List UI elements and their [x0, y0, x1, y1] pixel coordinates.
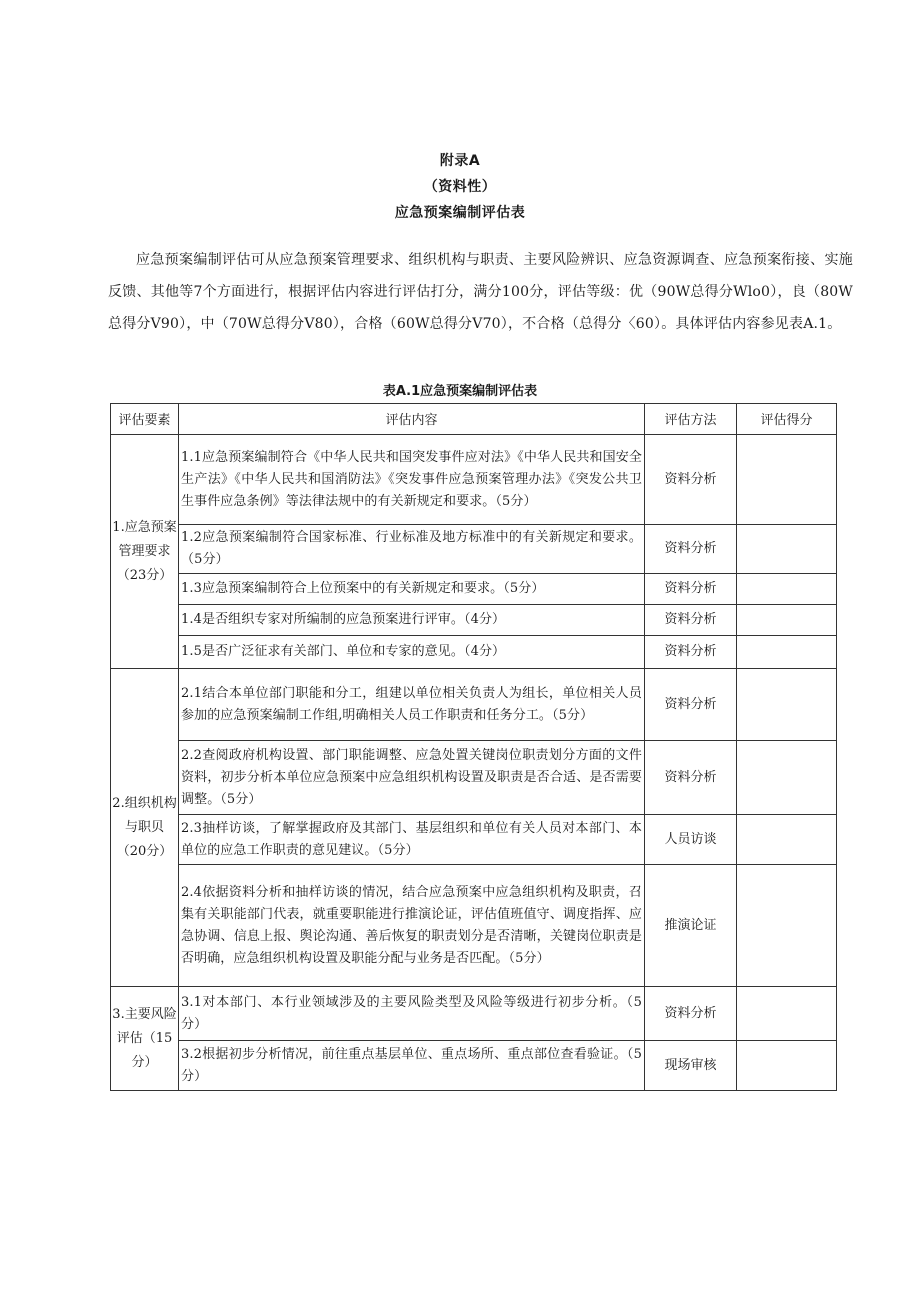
evaluation-table — [110, 403, 837, 1091]
content-cell: 1.1应急预案编制符合《中华人民共和国突发事件应对法》《中华人民共和国安全生产法》《中华人民共和国消防法》《突发事件应急预案管理办法》《突发公共卫生事件应急条例》等法律法规中的有关新规定和要求。（5分） — [179, 435, 645, 525]
score-cell — [737, 669, 837, 741]
category-cell: 3.主要风险评估（15分） — [111, 987, 179, 1091]
content-cell: 2.2查阅政府机构设置、部门职能调整、应急处置关键岗位职责划分方面的文件资料，初步分析本单位应急预案中应急组织机构设置及职责是否合适、是否需要调整。（5分） — [179, 741, 645, 815]
header-element: 评估要素 — [111, 404, 179, 435]
score-cell — [737, 605, 837, 636]
score-cell — [737, 435, 837, 525]
content-cell: 2.1结合本单位部门职能和分工，组建以单位相关负责人为组长，单位相关人员参加的应急预案编制工作组,明确相关人员工作职责和任务分工。（5分） — [179, 669, 645, 741]
table-row — [111, 669, 837, 741]
method-cell: 现场审核 — [645, 1041, 737, 1091]
table-row — [111, 636, 837, 669]
score-cell — [737, 525, 837, 574]
method-cell: 人员访谈 — [645, 815, 737, 865]
appendix-nature: （资料性） — [423, 179, 497, 195]
content-cell: 3.1对本部门、本行业领域涉及的主要风险类型及风险等级进行初步分析。（5分） — [179, 987, 645, 1041]
score-cell — [737, 987, 837, 1041]
table-row — [111, 741, 837, 815]
table-row — [111, 605, 837, 636]
method-cell: 资料分析 — [645, 987, 737, 1041]
table-row — [111, 525, 837, 574]
category-cell: 1.应急预案管理要求（23分） — [111, 435, 179, 669]
method-cell: 资料分析 — [645, 741, 737, 815]
score-cell — [737, 865, 837, 987]
table-caption: 表A.1应急预案编制评估表 — [382, 384, 538, 399]
table-header-row — [111, 404, 837, 435]
category-cell: 2.组织机构与职贝（20分） — [111, 669, 179, 987]
score-cell — [737, 815, 837, 865]
content-cell: 2.3抽样访谈，了解掌握政府及其部门、基层组织和单位有关人员对本部门、本单位的应急工作职责的意见建议。（5分） — [179, 815, 645, 865]
method-cell: 资料分析 — [645, 669, 737, 741]
method-cell: 资料分析 — [645, 574, 737, 605]
content-cell: 1.2应急预案编制符合国家标准、行业标准及地方标准中的有关新规定和要求。（5分） — [179, 525, 645, 574]
table-row — [111, 1041, 837, 1091]
table-row — [111, 865, 837, 987]
appendix-label: 附录A — [439, 153, 481, 169]
method-cell: 推演论证 — [645, 865, 737, 987]
score-cell — [737, 574, 837, 605]
method-cell: 资料分析 — [645, 435, 737, 525]
method-cell: 资料分析 — [645, 636, 737, 669]
method-cell: 资料分析 — [645, 525, 737, 574]
header-content: 评估内容 — [179, 404, 645, 435]
score-cell — [737, 741, 837, 815]
content-cell: 1.5是否广泛征求有关部门、单位和专家的意见。（4分） — [179, 636, 645, 669]
header-score: 评估得分 — [737, 404, 837, 435]
table-row — [111, 987, 837, 1041]
content-cell: 3.2根据初步分析情况，前往重点基层单位、重点场所、重点部位查看验证。（5分） — [179, 1041, 645, 1091]
intro-paragraph: 应急预案编制评估可从应急预案管理要求、组织机构与职责、主要风险辨识、应急资源调查、应急预案衔接、实施反馈、其他等7个方面进行，根据评估内容进行评估打分，满分100分，评估等级：优（90W总得分Wlo0），良（80W总得分V90），中（70W总得分V80），合格（60W总得分V70），不合格（总得分〈60）。具体评估内容参见表A.1。 — [108, 252, 853, 332]
content-cell: 1.4是否组织专家对所编制的应急预案进行评审。（4分） — [179, 605, 645, 636]
appendix-title: 应急预案编制评估表 — [394, 205, 526, 221]
header-method: 评估方法 — [645, 404, 737, 435]
content-cell: 2.4依据资料分析和抽样访谈的情况，结合应急预案中应急组织机构及职责，召集有关职能部门代表，就重要职能进行推演论证，评估值班值守、调度指挥、应急协调、信息上报、舆论沟通、善后恢复的职责划分是否清晰，关键岗位职责是否明确，应急组织机构设置及职能分配与业务是否匹配。（5分） — [179, 865, 645, 987]
table-row — [111, 435, 837, 525]
table-row — [111, 815, 837, 865]
score-cell — [737, 636, 837, 669]
table-row — [111, 574, 837, 605]
content-cell: 1.3应急预案编制符合上位预案中的有关新规定和要求。（5分） — [179, 574, 645, 605]
method-cell: 资料分析 — [645, 605, 737, 636]
score-cell — [737, 1041, 837, 1091]
